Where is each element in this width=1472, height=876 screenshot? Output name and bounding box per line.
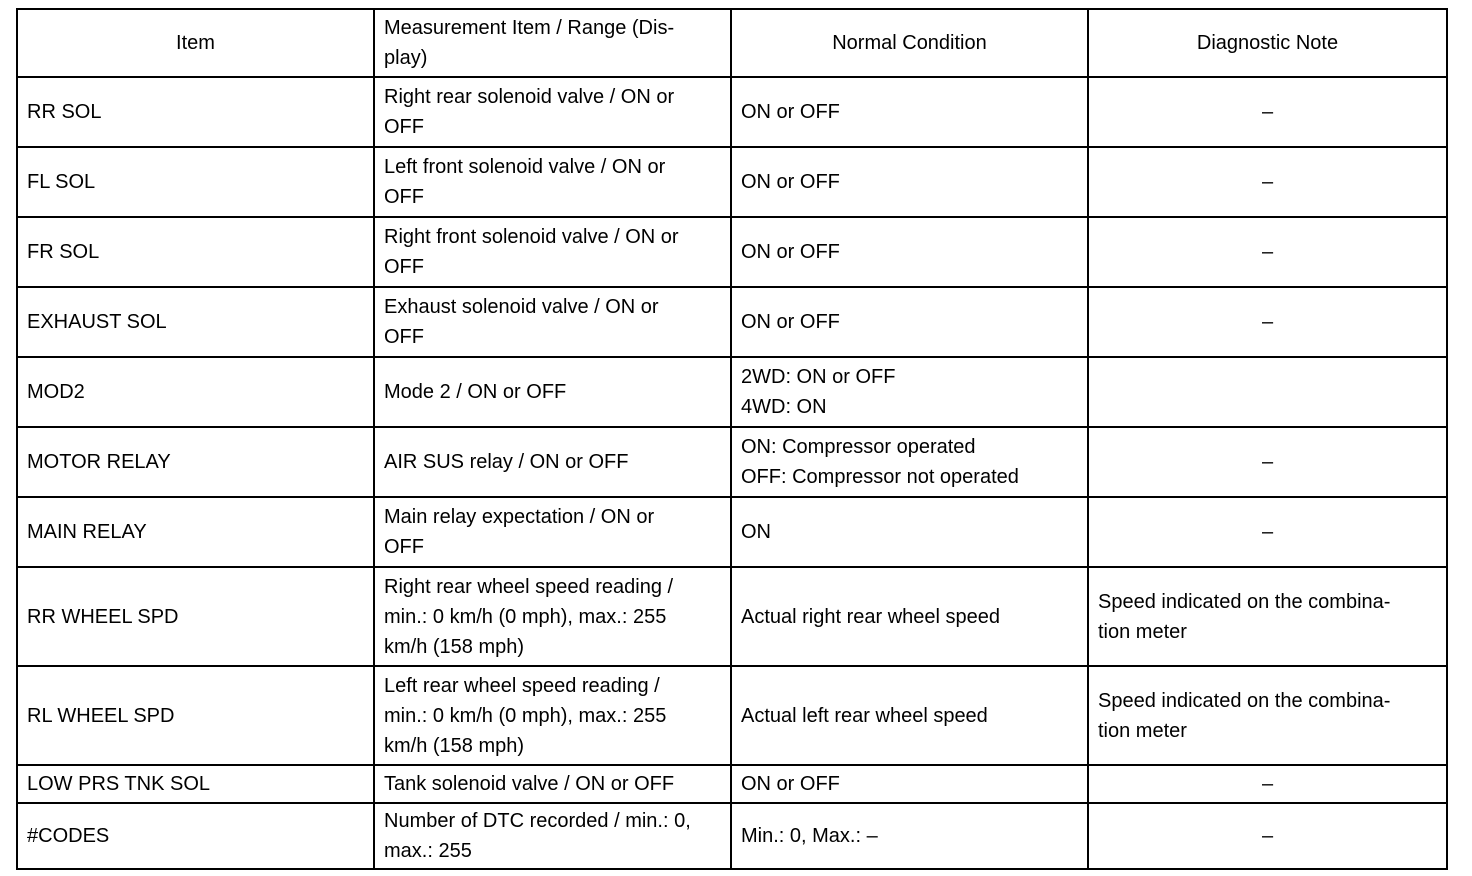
cell-item: EXHAUST SOL <box>17 287 374 357</box>
header-measurement: Measurement Item / Range (Dis- play) <box>374 9 731 77</box>
table-row <box>17 147 1447 217</box>
cell-item: FR SOL <box>17 217 374 287</box>
table-row <box>17 77 1447 147</box>
cell-diagnostic-note: Speed indicated on the combina- tion meter <box>1088 567 1447 666</box>
cell-normal-condition: ON or OFF <box>731 147 1088 217</box>
cell-item: LOW PRS TNK SOL <box>17 765 374 803</box>
cell-normal-condition: 2WD: ON or OFF 4WD: ON <box>731 357 1088 427</box>
table-row <box>17 357 1447 427</box>
cell-measurement: Right front solenoid valve / ON or OFF <box>374 217 731 287</box>
table-row <box>17 765 1447 803</box>
diagnostic-table-container <box>16 8 1446 870</box>
table-row <box>17 567 1447 666</box>
table-row <box>17 803 1447 869</box>
cell-diagnostic-note: – <box>1088 77 1447 147</box>
table-row <box>17 427 1447 497</box>
cell-normal-condition: Actual right rear wheel speed <box>731 567 1088 666</box>
data-monitor-table <box>16 8 1448 870</box>
cell-measurement: Mode 2 / ON or OFF <box>374 357 731 427</box>
cell-measurement: Right rear solenoid valve / ON or OFF <box>374 77 731 147</box>
cell-measurement: Number of DTC recorded / min.: 0, max.: 255 <box>374 803 731 869</box>
cell-normal-condition: ON or OFF <box>731 217 1088 287</box>
table-row <box>17 287 1447 357</box>
table-row <box>17 666 1447 765</box>
cell-diagnostic-note: – <box>1088 217 1447 287</box>
cell-item: RL WHEEL SPD <box>17 666 374 765</box>
cell-diagnostic-note: – <box>1088 427 1447 497</box>
header-normal-condition: Normal Condition <box>731 9 1088 77</box>
cell-normal-condition: ON or OFF <box>731 77 1088 147</box>
cell-item: #CODES <box>17 803 374 869</box>
cell-item: MOD2 <box>17 357 374 427</box>
cell-diagnostic-note <box>1088 357 1447 427</box>
cell-item: MAIN RELAY <box>17 497 374 567</box>
table-row <box>17 217 1447 287</box>
cell-diagnostic-note: – <box>1088 497 1447 567</box>
cell-normal-condition: Actual left rear wheel speed <box>731 666 1088 765</box>
cell-diagnostic-note: – <box>1088 147 1447 217</box>
table-row <box>17 497 1447 567</box>
cell-diagnostic-note: Speed indicated on the combina- tion meter <box>1088 666 1447 765</box>
cell-normal-condition: ON or OFF <box>731 287 1088 357</box>
cell-normal-condition: Min.: 0, Max.: – <box>731 803 1088 869</box>
cell-item: RR WHEEL SPD <box>17 567 374 666</box>
cell-measurement: Left front solenoid valve / ON or OFF <box>374 147 731 217</box>
cell-item: RR SOL <box>17 77 374 147</box>
cell-diagnostic-note: – <box>1088 765 1447 803</box>
cell-item: FL SOL <box>17 147 374 217</box>
cell-measurement: Tank solenoid valve / ON or OFF <box>374 765 731 803</box>
cell-measurement: Main relay expectation / ON or OFF <box>374 497 731 567</box>
cell-normal-condition: ON or OFF <box>731 765 1088 803</box>
cell-normal-condition: ON <box>731 497 1088 567</box>
header-row <box>17 9 1447 77</box>
cell-item: MOTOR RELAY <box>17 427 374 497</box>
cell-diagnostic-note: – <box>1088 803 1447 869</box>
cell-measurement: AIR SUS relay / ON or OFF <box>374 427 731 497</box>
cell-diagnostic-note: – <box>1088 287 1447 357</box>
cell-normal-condition: ON: Compressor operated OFF: Compressor not operated <box>731 427 1088 497</box>
cell-measurement: Left rear wheel speed reading / min.: 0 km/h (0 mph), max.: 255 km/h (158 mph) <box>374 666 731 765</box>
header-item: Item <box>17 9 374 77</box>
header-diagnostic-note: Diagnostic Note <box>1088 9 1447 77</box>
cell-measurement: Exhaust solenoid valve / ON or OFF <box>374 287 731 357</box>
cell-measurement: Right rear wheel speed reading / min.: 0 km/h (0 mph), max.: 255 km/h (158 mph) <box>374 567 731 666</box>
